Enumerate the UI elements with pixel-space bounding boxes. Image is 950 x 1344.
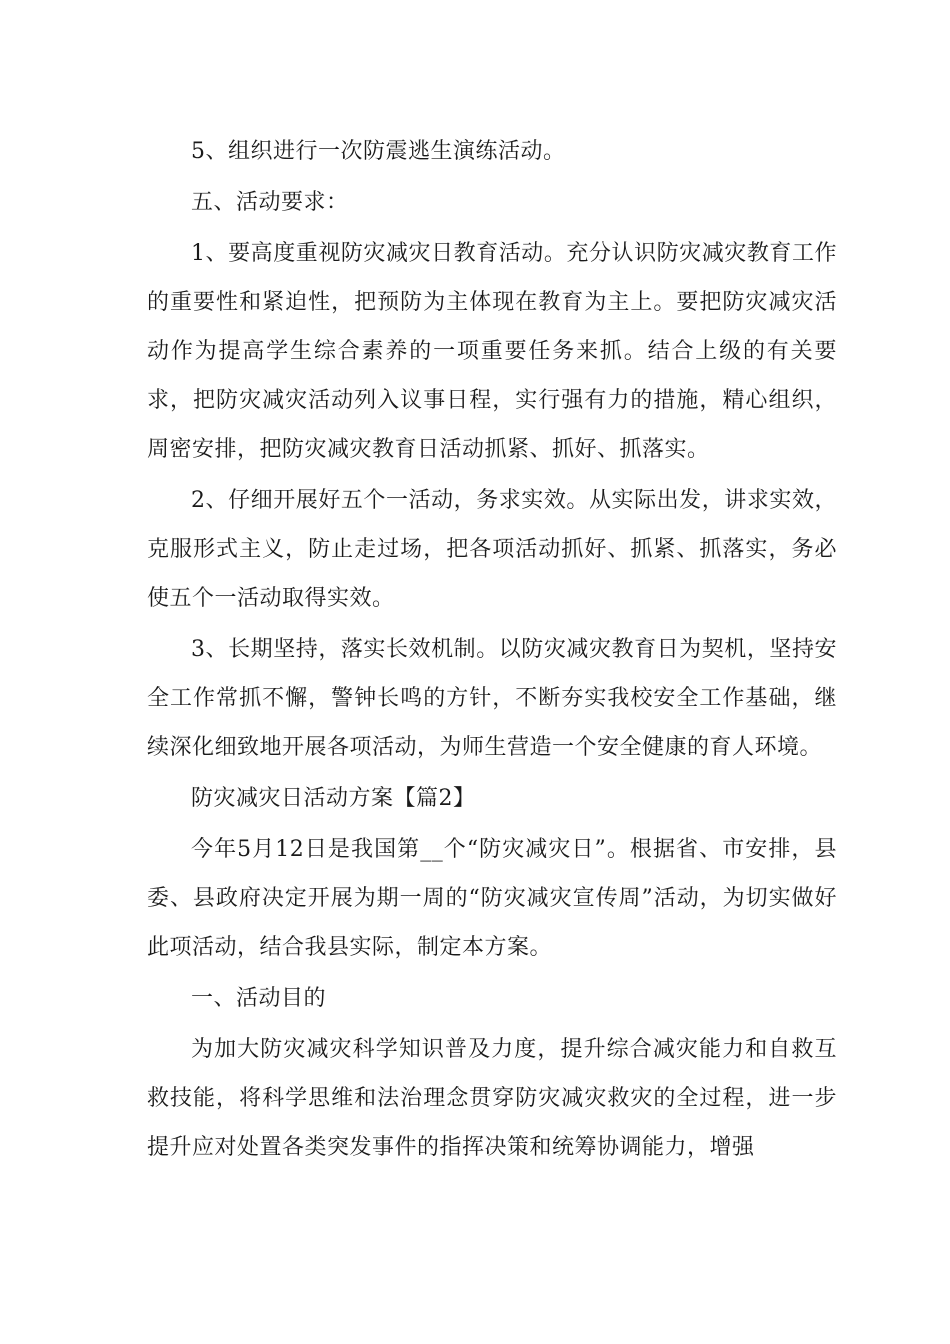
section-title-part-2: 防灾减灾日活动方案【篇2】 — [191, 786, 476, 811]
section-heading-purpose: 一、活动目的 — [191, 986, 327, 1011]
paragraph-item-5: 5、组织进行一次防震逃生演练活动。 — [191, 139, 566, 164]
paragraph-requirement-2: 2、仔细开展好五个一活动，务求实效。从实际出发，讲求实效，克服形式主义，防止走过场，把各项活动抓好、抓紧、抓落实，务必使五个一活动取得实效。 — [147, 488, 837, 611]
paragraph-requirement-3: 3、长期坚持，落实长效机制。以防灾减灾教育日为契机，坚持安全工作常抓不懈，警钟长鸣的方针，不断夯实我校安全工作基础，继续深化细致地开展各项活动，为师生营造一个安全健康的育人环境。 — [147, 637, 837, 760]
paragraph-requirement-1: 1、要高度重视防灾减灾日教育活动。充分认识防灾减灾教育工作的重要性和紧迫性，把预防为主体现在教育为主上。要把防灾减灾活动作为提高学生综合素养的一项重要任务来抓。结合上级的有关要求，把防灾减灾活动列入议事日程，实行强有力的措施，精心组织，周密安排，把防灾减灾教育日活动抓紧、抓好、抓落实。 — [147, 241, 837, 462]
document-page — [147, 127, 837, 1174]
paragraph-intro: 今年5月12日是我国第__个“防灾减灾日”。根据省、市安排，县委、县政府决定开展为期一周的“防灾减灾宣传周”活动，为切实做好此项活动，结合我县实际，制定本方案。 — [147, 837, 837, 960]
section-heading-requirements: 五、活动要求： — [191, 190, 349, 215]
paragraph-purpose: 为加大防灾减灾科学知识普及力度，提升综合减灾能力和自救互救技能，将科学思维和法治理念贯穿防灾减灾救灾的全过程，进一步提升应对处置各类突发事件的指挥决策和统筹协调能力，增强 — [147, 1037, 837, 1160]
